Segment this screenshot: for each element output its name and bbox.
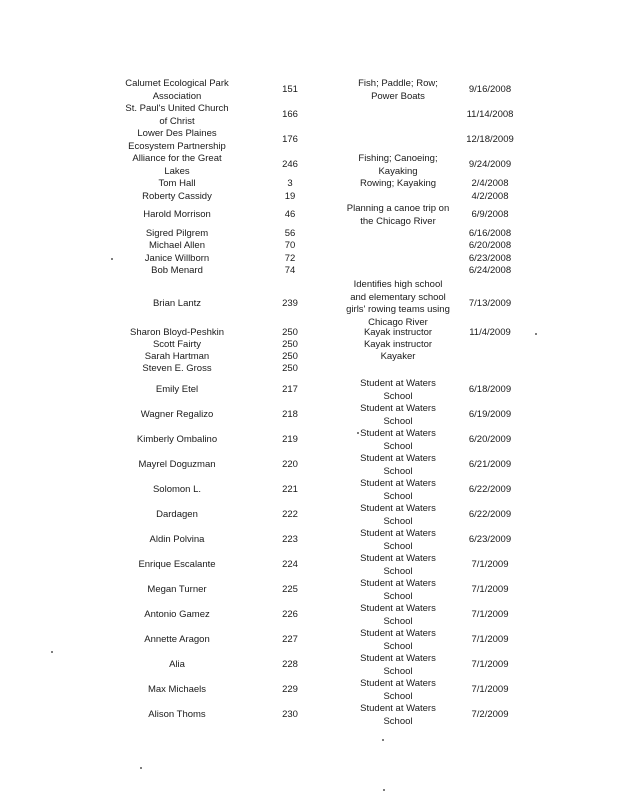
activity-description: Fishing; Canoeing; Kayaking (358, 153, 438, 177)
table-row (0, 351, 621, 363)
scan-speck (382, 739, 384, 741)
contact-number: 229 (282, 684, 298, 696)
contact-name: Calumet Ecological Park Association (125, 78, 229, 102)
activity-description: Student at Waters School (360, 553, 436, 577)
contact-name: Scott Fairty (152, 338, 202, 350)
contact-name: Alia (169, 659, 185, 671)
contact-name: Max Michaels (147, 684, 207, 696)
contact-name: Dardagen (156, 509, 198, 521)
scan-speck (383, 789, 385, 791)
activity-description: Student at Waters School (360, 453, 436, 477)
scan-speck (535, 333, 537, 335)
contact-date: 7/1/2009 (471, 559, 509, 571)
table-row (0, 103, 621, 128)
contact-number: 250 (282, 350, 298, 362)
activity-description: Student at Waters School (360, 578, 436, 602)
table-row (0, 553, 621, 578)
contact-date: 6/23/2009 (468, 534, 512, 546)
activity-description: Student at Waters School (360, 703, 436, 727)
contact-number: 221 (282, 484, 298, 496)
contact-number: 250 (282, 326, 298, 338)
activity-description: Kayaker (380, 350, 416, 362)
contact-name: Sarah Hartman (144, 350, 210, 362)
contact-date (450, 351, 530, 363)
contact-date: 6/24/2008 (468, 265, 512, 277)
contact-number: 72 (284, 252, 296, 264)
table-row (0, 178, 621, 191)
contact-number: 226 (282, 609, 298, 621)
activity-description: Planning a canoe trip on the Chicago River (346, 203, 450, 227)
contact-number: 227 (282, 634, 298, 646)
contact-name: Sigred Pilgrem (145, 227, 209, 239)
table-row (0, 253, 621, 265)
contact-number: 46 (284, 209, 296, 221)
contact-number: 220 (282, 459, 298, 471)
contact-date: 9/24/2009 (468, 159, 512, 171)
table-row (0, 453, 621, 478)
contact-number: 246 (282, 159, 298, 171)
activity-description (333, 191, 463, 203)
table-row (0, 153, 621, 178)
contact-date: 6/22/2009 (468, 484, 512, 496)
contact-date: 12/18/2009 (466, 134, 514, 146)
table-row (0, 603, 621, 628)
activity-description: Student at Waters School (360, 428, 436, 452)
table-row (0, 203, 621, 228)
contact-name: Brian Lantz (152, 297, 202, 309)
activity-description: Identifies high school and elementary school girls' rowing teams using Chicago River (346, 279, 450, 328)
contact-number: 225 (282, 584, 298, 596)
contact-date: 7/1/2009 (471, 684, 509, 696)
contact-name: Tom Hall (158, 178, 196, 190)
contact-name: Janice Willborn (144, 252, 210, 264)
contact-name: Aldin Polvina (149, 534, 205, 546)
table-row (0, 653, 621, 678)
table-row (0, 403, 621, 428)
contact-date: 6/19/2009 (468, 409, 512, 421)
table-row (0, 363, 621, 375)
table-row (0, 339, 621, 351)
table-row (0, 678, 621, 703)
contact-date: 7/1/2009 (471, 659, 509, 671)
contact-name: Bob Menard (151, 265, 203, 277)
contact-date: 7/1/2009 (471, 584, 509, 596)
contact-date: 2/4/2008 (471, 178, 509, 190)
contact-name: Annette Aragon (144, 634, 210, 646)
table-row (0, 265, 621, 278)
table-row (0, 703, 621, 728)
contact-date: 6/9/2008 (471, 209, 509, 221)
contact-number: 166 (282, 109, 298, 121)
contact-name: Solomon L. (152, 484, 202, 496)
contact-number: 228 (282, 659, 298, 671)
contact-date: 7/13/2009 (468, 297, 512, 309)
table-row (0, 240, 621, 253)
contact-date: 9/16/2008 (468, 84, 512, 96)
contact-name: Michael Allen (149, 240, 205, 252)
table-row (0, 327, 621, 339)
contact-date: 4/2/2008 (471, 190, 509, 202)
table-row (0, 478, 621, 503)
contact-date: 6/18/2009 (468, 384, 512, 396)
activity-description: Rowing; Kayaking (359, 178, 437, 190)
table-row (0, 428, 621, 453)
scan-speck (140, 767, 142, 769)
activity-description: Kayak instructor (363, 338, 433, 350)
contact-name: St. Paul's United Church of Christ (125, 103, 229, 127)
table-row (0, 628, 621, 653)
contact-name: Alison Thoms (148, 709, 206, 721)
activity-description: Fish; Paddle; Row; Power Boats (358, 78, 438, 102)
activity-description: Student at Waters School (360, 528, 436, 552)
contact-date (450, 339, 530, 351)
activity-description: Student at Waters School (360, 678, 436, 702)
activity-description (333, 253, 463, 265)
activity-description: Student at Waters School (360, 403, 436, 427)
contact-date: 7/1/2009 (471, 609, 509, 621)
activity-description: Student at Waters School (360, 378, 436, 402)
contact-date: 6/16/2008 (468, 227, 512, 239)
contact-name: Sharon Bloyd-Peshkin (130, 326, 224, 338)
activity-description (333, 228, 463, 240)
contact-number: 176 (282, 134, 298, 146)
contact-number: 222 (282, 509, 298, 521)
table-row (0, 578, 621, 603)
activity-description: Student at Waters School (360, 653, 436, 677)
activity-description: Student at Waters School (360, 603, 436, 627)
contact-number: 223 (282, 534, 298, 546)
contact-number: 217 (282, 384, 298, 396)
contact-date: 6/20/2008 (468, 240, 512, 252)
table-row (0, 78, 621, 103)
contact-name: Mayrel Doguzman (138, 459, 216, 471)
activity-description: Student at Waters School (360, 478, 436, 502)
table-row (0, 128, 621, 153)
contact-number: 239 (282, 297, 298, 309)
activity-description: Kayak instructor (363, 326, 433, 338)
contact-number: 218 (282, 409, 298, 421)
activity-description (333, 103, 463, 128)
contact-number: 56 (284, 227, 296, 239)
contact-date (450, 363, 530, 375)
contact-name: Lower Des Plaines Ecosystem Partnership (128, 128, 226, 152)
scan-speck (357, 432, 359, 434)
contact-date: 6/21/2009 (468, 459, 512, 471)
contact-number: 250 (282, 338, 298, 350)
contact-name: Steven E. Gross (142, 362, 212, 374)
scan-speck (51, 651, 53, 653)
contact-date: 6/23/2008 (468, 252, 512, 264)
contact-name: Harold Morrison (143, 209, 211, 221)
table-row (0, 378, 621, 403)
table-row (0, 528, 621, 553)
contact-date: 11/14/2008 (466, 109, 514, 121)
contact-number: 230 (282, 709, 298, 721)
table-row (0, 503, 621, 528)
contact-name: Enrique Escalante (138, 559, 216, 571)
contact-name: Megan Turner (147, 584, 207, 596)
contact-name: Alliance for the Great Lakes (132, 153, 222, 177)
contact-number: 151 (282, 84, 298, 96)
contact-date: 7/2/2009 (471, 709, 509, 721)
activity-description: Student at Waters School (360, 503, 436, 527)
contact-name: Roberty Cassidy (142, 190, 212, 202)
table-row (0, 281, 621, 327)
contact-date: 7/1/2009 (471, 634, 509, 646)
contact-date: 6/22/2009 (468, 509, 512, 521)
contact-name: Antonio Gamez (144, 609, 210, 621)
contact-name: Emily Etel (155, 384, 199, 396)
contact-date: 6/20/2009 (468, 434, 512, 446)
contact-number: 74 (284, 265, 296, 277)
scan-speck (111, 258, 113, 260)
activity-description: Student at Waters School (360, 628, 436, 652)
activity-description (333, 240, 463, 253)
activity-description (333, 128, 463, 153)
table-row (0, 191, 621, 203)
contact-number: 70 (284, 240, 296, 252)
table-row (0, 228, 621, 240)
contact-number: 3 (287, 178, 293, 190)
contact-number: 219 (282, 434, 298, 446)
activity-description (333, 363, 463, 375)
contact-name: Wagner Regalizo (140, 409, 214, 421)
contact-date: 11/4/2009 (469, 326, 511, 338)
contact-number: 224 (282, 559, 298, 571)
contact-number: 19 (284, 190, 296, 202)
activity-description (333, 265, 463, 278)
contact-number: 250 (282, 362, 298, 374)
contact-name: Kimberly Ombalino (136, 434, 218, 446)
